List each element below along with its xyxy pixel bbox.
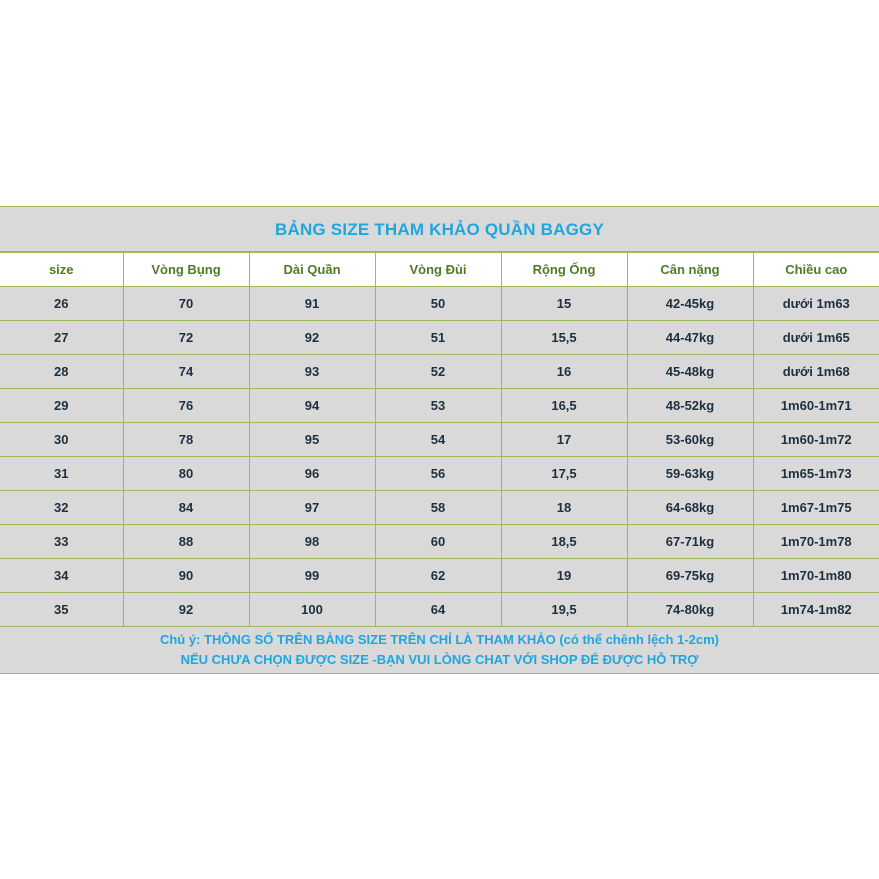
cell-leg-opening: 19,5	[501, 593, 627, 627]
cell-leg-opening: 16,5	[501, 389, 627, 423]
note-line-1: Chú ý: THÔNG SỐ TRÊN BẢNG SIZE TRÊN CHỈ LÀ THAM KHẢO (có thể chênh lệch 1-2cm)	[159, 632, 720, 647]
cell-thigh: 56	[375, 457, 501, 491]
cell-length: 95	[249, 423, 375, 457]
table-row	[0, 525, 879, 559]
notes	[0, 627, 879, 670]
cell-size: 33	[0, 525, 123, 559]
table-row	[0, 559, 879, 593]
cell-weight: 42-45kg	[627, 287, 753, 321]
cell-weight: 64-68kg	[627, 491, 753, 525]
header-length: Dài Quần	[249, 253, 375, 287]
cell-weight: 59-63kg	[627, 457, 753, 491]
cell-waist: 92	[123, 593, 249, 627]
cell-thigh: 60	[375, 525, 501, 559]
cell-size: 30	[0, 423, 123, 457]
cell-leg-opening: 15	[501, 287, 627, 321]
cell-length: 97	[249, 491, 375, 525]
cell-length: 94	[249, 389, 375, 423]
cell-height: dưới 1m68	[753, 355, 879, 389]
cell-leg-opening: 15,5	[501, 321, 627, 355]
cell-height: dưới 1m65	[753, 321, 879, 355]
table-row	[0, 593, 879, 627]
cell-weight: 48-52kg	[627, 389, 753, 423]
header-row	[0, 253, 879, 287]
cell-thigh: 64	[375, 593, 501, 627]
table-row	[0, 287, 879, 321]
table-row	[0, 389, 879, 423]
size-table	[0, 252, 879, 627]
cell-size: 34	[0, 559, 123, 593]
header-size: size	[0, 253, 123, 287]
cell-thigh: 62	[375, 559, 501, 593]
cell-thigh: 51	[375, 321, 501, 355]
cell-thigh: 58	[375, 491, 501, 525]
cell-leg-opening: 17,5	[501, 457, 627, 491]
table-row	[0, 457, 879, 491]
cell-waist: 88	[123, 525, 249, 559]
cell-weight: 74-80kg	[627, 593, 753, 627]
size-chart	[0, 206, 879, 674]
cell-waist: 90	[123, 559, 249, 593]
cell-leg-opening: 18	[501, 491, 627, 525]
cell-height: 1m67-1m75	[753, 491, 879, 525]
cell-height: 1m74-1m82	[753, 593, 879, 627]
cell-thigh: 50	[375, 287, 501, 321]
cell-waist: 74	[123, 355, 249, 389]
table-row	[0, 423, 879, 457]
header-leg-opening: Rộng Ống	[501, 253, 627, 287]
table-row	[0, 355, 879, 389]
cell-size: 29	[0, 389, 123, 423]
cell-leg-opening: 19	[501, 559, 627, 593]
header-weight: Cân nặng	[627, 253, 753, 287]
cell-waist: 72	[123, 321, 249, 355]
cell-size: 26	[0, 287, 123, 321]
cell-weight: 69-75kg	[627, 559, 753, 593]
cell-size: 27	[0, 321, 123, 355]
cell-length: 91	[249, 287, 375, 321]
cell-length: 98	[249, 525, 375, 559]
cell-height: 1m65-1m73	[753, 457, 879, 491]
cell-thigh: 52	[375, 355, 501, 389]
cell-length: 99	[249, 559, 375, 593]
cell-thigh: 53	[375, 389, 501, 423]
cell-weight: 44-47kg	[627, 321, 753, 355]
table-row	[0, 321, 879, 355]
cell-waist: 84	[123, 491, 249, 525]
cell-leg-opening: 17	[501, 423, 627, 457]
cell-size: 28	[0, 355, 123, 389]
cell-weight: 67-71kg	[627, 525, 753, 559]
cell-height: dưới 1m63	[753, 287, 879, 321]
cell-leg-opening: 16	[501, 355, 627, 389]
cell-height: 1m70-1m78	[753, 525, 879, 559]
cell-length: 100	[249, 593, 375, 627]
header-waist: Vòng Bụng	[123, 253, 249, 287]
cell-length: 92	[249, 321, 375, 355]
cell-length: 93	[249, 355, 375, 389]
cell-height: 1m60-1m72	[753, 423, 879, 457]
cell-waist: 80	[123, 457, 249, 491]
cell-size: 31	[0, 457, 123, 491]
cell-size: 35	[0, 593, 123, 627]
cell-weight: 53-60kg	[627, 423, 753, 457]
cell-waist: 78	[123, 423, 249, 457]
cell-leg-opening: 18,5	[501, 525, 627, 559]
cell-height: 1m70-1m80	[753, 559, 879, 593]
chart-title: BẢNG SIZE THAM KHẢO QUẦN BAGGY	[0, 207, 879, 252]
cell-height: 1m60-1m71	[753, 389, 879, 423]
cell-waist: 76	[123, 389, 249, 423]
cell-thigh: 54	[375, 423, 501, 457]
header-height: Chiều cao	[753, 253, 879, 287]
cell-length: 96	[249, 457, 375, 491]
header-thigh: Vòng Đùi	[375, 253, 501, 287]
note-line-2: NẾU CHƯA CHỌN ĐƯỢC SIZE -BẠN VUI LÒNG CHAT VỚI SHOP ĐỂ ĐƯỢC HỖ TRỢ	[180, 652, 699, 667]
cell-size: 32	[0, 491, 123, 525]
table-row	[0, 491, 879, 525]
cell-weight: 45-48kg	[627, 355, 753, 389]
cell-waist: 70	[123, 287, 249, 321]
